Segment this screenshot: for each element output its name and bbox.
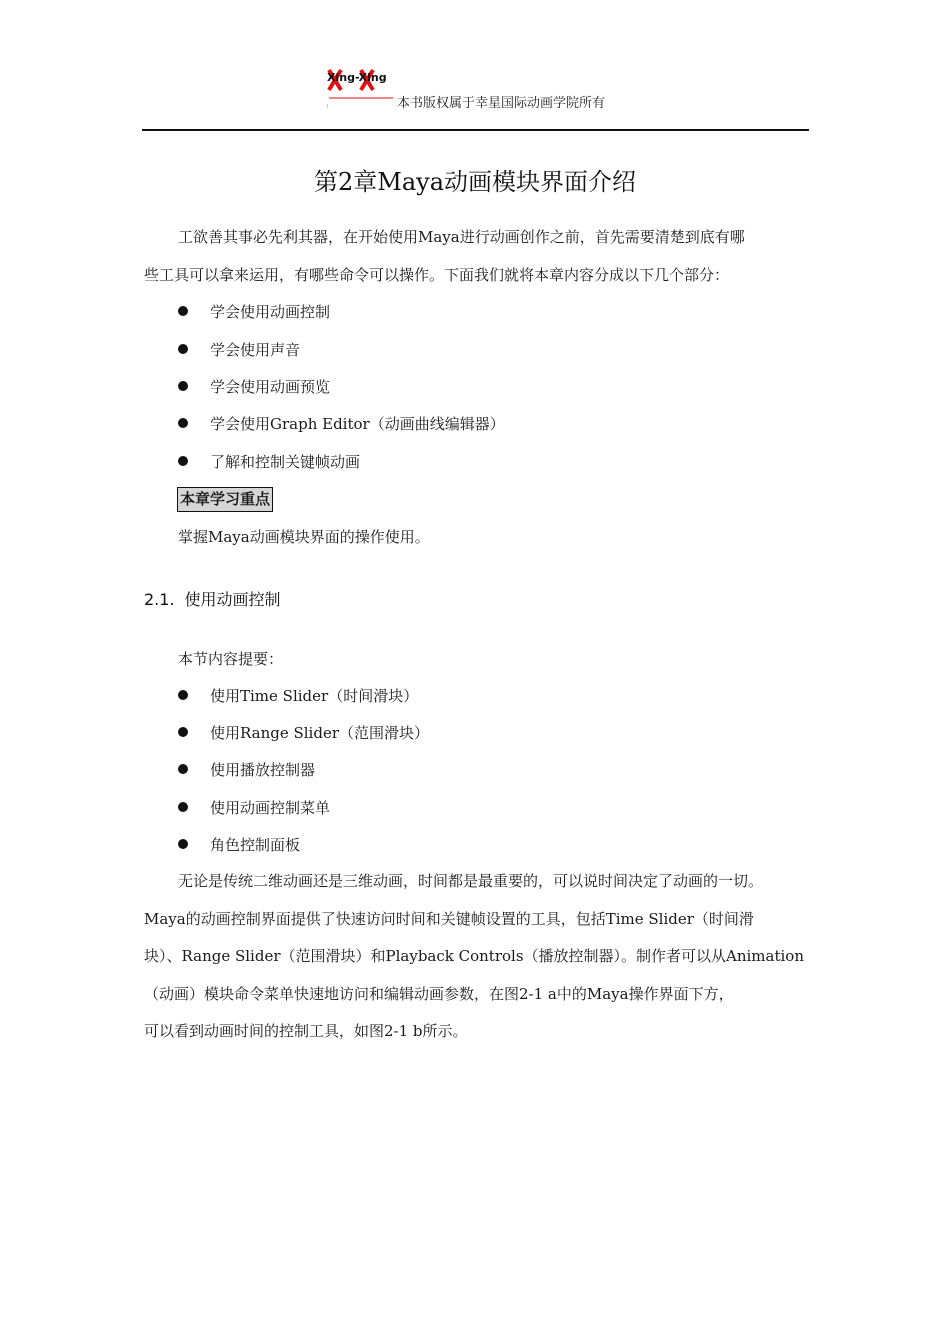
intro-paragraph <box>144 219 810 294</box>
list-item: 使用Time Slider（时间滑块） <box>178 684 418 708</box>
chapter-focus-label: 本章学习重点 <box>177 487 273 512</box>
body-line-1: 无论是传统二维动画还是三维动画，时间都是最重要的，可以说时间决定了动画的一切。 <box>178 872 764 890</box>
section-summary-label: 本节内容提要： <box>178 650 284 668</box>
bullet-icon <box>178 727 188 737</box>
header-rule <box>142 129 809 131</box>
logo-wordmark: Xing-Xing <box>327 71 387 84</box>
list-item: 学会使用动画控制 <box>178 300 330 324</box>
list-item: 学会使用Graph Editor（动画曲线编辑器） <box>178 412 505 436</box>
body-line-3: 块）、Range Slider（范围滑块）和Playback Controls（播放控制器）。制作者可以从Animation <box>144 947 804 965</box>
bullet-icon <box>178 839 188 849</box>
body-paragraph <box>144 863 810 1051</box>
bullet-icon <box>178 418 188 428</box>
list-item: 使用Range Slider（范围滑块） <box>178 721 429 745</box>
bullet-icon <box>178 306 188 316</box>
list-item: 使用播放控制器 <box>178 758 315 782</box>
bullet-icon <box>178 456 188 466</box>
intro-line-1: 工欲善其事必先利其器，在开始使用Maya进行动画创作之前，首先需要清楚到底有哪 <box>178 228 745 246</box>
list-item: 学会使用声音 <box>178 338 300 362</box>
chapter-focus-text: 掌握Maya动画模块界面的操作使用。 <box>178 528 430 546</box>
list-item: 了解和控制关键帧动画 <box>178 450 360 474</box>
bullet-icon <box>178 764 188 774</box>
bullet-icon <box>178 381 188 391</box>
copyright-notice: 本书版权属于幸星国际动画学院所有 <box>397 96 606 111</box>
section-number: 2.1. <box>144 590 175 609</box>
bullet-icon <box>178 690 188 700</box>
bullet-icon <box>178 802 188 812</box>
section-title: 使用动画控制 <box>184 590 281 609</box>
list-item: 使用动画控制菜单 <box>178 796 330 820</box>
list-item: 角色控制面板 <box>178 833 300 857</box>
body-line-5: 可以看到动画时间的控制工具，如图2-1 b所示。 <box>144 1022 468 1040</box>
chapter-title: 第2章Maya动画模块界面介绍 <box>313 168 637 196</box>
body-line-4: （动画）模块命令菜单快速地访问和编辑动画参数，在图2-1 a中的Maya操作界面下方， <box>144 984 734 1003</box>
intro-line-2: 些工具可以拿来运用，有哪些命令可以操作。下面我们就将本章内容分成以下几个部分： <box>144 265 730 284</box>
list-item: 学会使用动画预览 <box>178 375 330 399</box>
page-header <box>327 68 687 112</box>
xing-xing-logo <box>327 68 397 108</box>
section-heading <box>144 587 281 610</box>
bullet-icon <box>178 344 188 354</box>
body-line-2: Maya的动画控制界面提供了快速访问时间和关键帧设置的工具，包括Time Slider（时间滑 <box>144 909 754 928</box>
